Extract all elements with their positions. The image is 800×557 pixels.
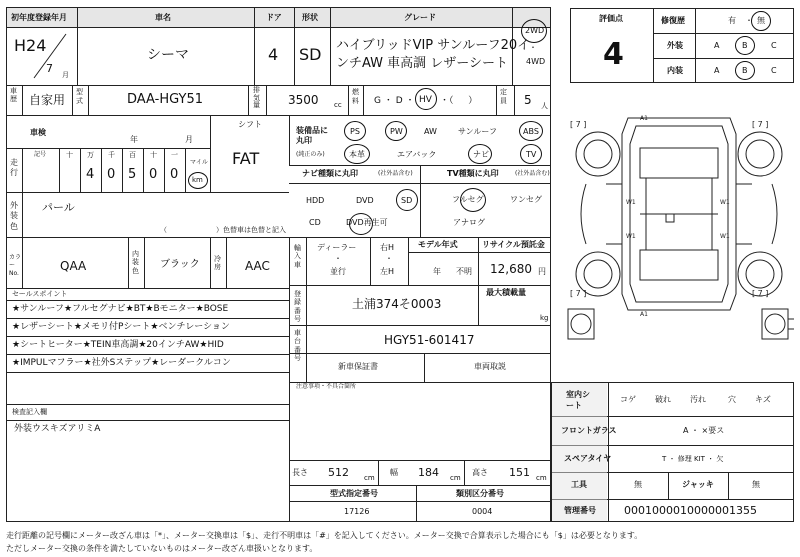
digit-5: 0 xyxy=(149,167,158,182)
length-unit: cm xyxy=(364,474,375,482)
equip-tv: TV xyxy=(526,150,537,159)
drive-4wd: 4WD xyxy=(526,57,546,66)
model-year: H24 xyxy=(14,36,47,55)
unit-3: 千 xyxy=(108,151,115,159)
nav-cd: CD xyxy=(309,218,321,227)
unit-2: 万 xyxy=(87,151,94,159)
tools-label: 工具 xyxy=(571,480,587,489)
sales-line-1: ★サンルーフ★フルセグナビ★BT★Bモニター★BOSE xyxy=(12,304,229,314)
class-no-label: 類別区分番号 xyxy=(456,489,504,498)
repair-no: 無 xyxy=(757,16,765,25)
height-label: 高さ xyxy=(472,468,488,477)
seat-stain: 汚れ xyxy=(690,395,706,404)
import-dot: ・ xyxy=(334,254,342,263)
doors: 4 xyxy=(268,45,279,64)
model-code: DAA-HGY51 xyxy=(127,92,204,107)
inspection-label: 車検 xyxy=(30,128,46,137)
model-month: 7 xyxy=(46,62,53,75)
type-no: 17126 xyxy=(344,507,370,516)
inspector-label: 検査記入欄 xyxy=(12,408,47,416)
svg-text:A1: A1 xyxy=(640,115,648,122)
grade-label: グレード xyxy=(404,13,436,22)
tv-analog: アナログ xyxy=(453,218,485,227)
drive-dot: ・ xyxy=(529,43,537,52)
length: 512 xyxy=(328,466,349,479)
max-load-label: 最大積載量 xyxy=(486,288,526,297)
interior-c: C xyxy=(771,66,777,75)
svg-text:[ 7 ]: [ 7 ] xyxy=(570,289,587,298)
registration: 土浦374そ0003 xyxy=(352,297,442,311)
inspector-text: 外装ウスキズアリミA xyxy=(14,424,101,434)
seat-hole: 穴 xyxy=(728,395,736,404)
jack: 無 xyxy=(752,480,760,489)
sales-line-3: ★シートヒーター★TEIN車高調★20インチAW★HID xyxy=(12,340,224,350)
exterior-b: B xyxy=(742,41,748,50)
import-dealer: ディーラー xyxy=(317,243,357,252)
glass: A ・ ×要ス xyxy=(683,426,725,435)
tire: T ・ 修理 KIT ・ 欠 xyxy=(662,455,724,463)
digit-6: 0 xyxy=(170,167,179,182)
equip-ps: PS xyxy=(350,127,360,136)
equip-navi: ナビ xyxy=(473,150,489,159)
equip-abs: ABS xyxy=(523,127,539,136)
car-manual: 車両取説 xyxy=(474,362,506,371)
drive-2wd: 2WD xyxy=(525,26,545,35)
tools: 無 xyxy=(634,480,642,489)
disp-label: 排気量 xyxy=(253,86,260,110)
right-h: 右H xyxy=(380,243,395,252)
equip-aw: AW xyxy=(424,127,437,136)
recycle-unit: 円 xyxy=(538,267,546,276)
repair-yes: 有 xyxy=(728,16,736,25)
usage: 自家用 xyxy=(29,93,66,107)
equip-sunroof: サンルーフ xyxy=(458,127,497,136)
svg-text:A1: A1 xyxy=(640,311,648,318)
height-unit: cm xyxy=(536,474,547,482)
equip-leather: 本革 xyxy=(349,150,365,159)
exterior-label: 外装 xyxy=(667,41,683,50)
nav-hdd: HDD xyxy=(306,196,325,205)
seat-label: 室内シート xyxy=(566,390,590,411)
chassis: HGY51-601417 xyxy=(384,333,475,347)
exterior-c: C xyxy=(771,41,777,50)
model-year-label: モデル年式 xyxy=(418,240,458,249)
door-label: ドア xyxy=(266,13,282,22)
mileage-digit-label: 記号 xyxy=(34,151,47,158)
left-h: 左H xyxy=(380,267,395,276)
tv-fullseg: フルセグ xyxy=(452,195,484,204)
digit-3: 0 xyxy=(107,167,116,182)
sales-label: セールスポイント xyxy=(12,290,68,298)
svg-text:W1: W1 xyxy=(626,233,636,240)
repair-label: 修復歴 xyxy=(661,16,685,25)
digit-2: 4 xyxy=(86,167,95,182)
sales-line-2: ★レザーシート★メモリ付Pシート★ベンチレーション xyxy=(12,322,230,332)
model-year-year: 年 xyxy=(433,267,441,276)
color-paren: （ ）色替車は色替と記入 xyxy=(160,226,286,234)
km-label: km xyxy=(192,176,203,184)
score: 4 xyxy=(603,37,624,72)
unit-6: 一 xyxy=(171,151,178,159)
car-damage-diagram xyxy=(556,104,800,374)
fuel-options: G ・ D ・ xyxy=(374,96,415,106)
repair-sep: ・ xyxy=(745,16,753,25)
sales-line-4: ★IMPULマフラー★社外Sステップ★レーダークルコン xyxy=(12,358,231,368)
digit-4: 5 xyxy=(128,167,137,182)
score-label: 評価点 xyxy=(599,14,623,23)
fuel-hv: HV xyxy=(419,95,432,105)
interior-color: ブラック xyxy=(160,259,200,270)
reg-year-label: 初年度登録年月 xyxy=(11,13,67,22)
max-load-unit: kg xyxy=(540,314,549,322)
handle-dot: ・ xyxy=(385,254,393,263)
exterior-a: A xyxy=(714,41,720,50)
glass-label: フロントガラス xyxy=(561,426,617,435)
notes-label: 注意事項・不具合箇所 xyxy=(296,383,357,390)
width-label: 幅 xyxy=(390,468,398,477)
interior-color-label: 内装色 xyxy=(132,250,139,275)
seat-scorch: コゲ xyxy=(620,395,636,404)
svg-text:W1: W1 xyxy=(720,199,730,206)
color-no: QAA xyxy=(60,259,87,273)
svg-text:[ 7 ]: [ 7 ] xyxy=(752,289,769,298)
svg-text:W1: W1 xyxy=(720,233,730,240)
inspection-month-unit: 月 xyxy=(185,135,193,144)
nav-dvd: DVD xyxy=(356,196,374,205)
shape: SD xyxy=(299,45,322,64)
mile-label: マイル xyxy=(190,159,208,166)
capacity-unit: 人 xyxy=(541,102,548,110)
shift-label: シフト xyxy=(238,120,262,129)
equip-pw: PW xyxy=(390,127,403,136)
svg-text:[ 7 ]: [ 7 ] xyxy=(570,120,587,129)
fuel-other: ・（ ） xyxy=(440,96,478,106)
grade-line2: ンチAW 車高調 レザーシート xyxy=(336,56,509,71)
interior-label: 内装 xyxy=(667,66,683,75)
import-parallel: 並行 xyxy=(330,267,346,276)
model-year-unknown: 不明 xyxy=(456,267,472,276)
new-car-guarantee: 新車保証書 xyxy=(338,362,378,371)
color-no-label: カラーNo. xyxy=(9,254,22,277)
import-label: 輸入車 xyxy=(294,244,301,269)
interior-b: B xyxy=(742,66,748,75)
grade-line1: ハイブリッドVIP サンルーフ20イ xyxy=(336,38,531,53)
tire-label: スペアタイヤ xyxy=(564,454,612,463)
displacement: 3500 xyxy=(288,93,319,107)
ac-label: 冷房 xyxy=(214,255,221,272)
svg-text:[ 7 ]: [ 7 ] xyxy=(752,120,769,129)
nav-type-sub: (社外品含む) xyxy=(378,170,413,177)
manage-label: 管理番号 xyxy=(564,506,596,515)
usage-label: 車歴 xyxy=(10,87,17,104)
equip-airbag: エアバック xyxy=(397,150,437,159)
chassis-label: 車台番号 xyxy=(294,329,301,363)
unit-4: 百 xyxy=(129,151,136,159)
equipment-label: 装備品に丸印 xyxy=(296,126,328,146)
class-no: 0004 xyxy=(472,507,493,516)
registration-label: 登録番号 xyxy=(294,290,301,324)
tv-type-label: TV種類に丸印 xyxy=(447,169,499,178)
nav-type-label: ナビ種類に丸印 xyxy=(302,169,358,178)
color-value: パール xyxy=(42,201,75,214)
svg-text:W1: W1 xyxy=(626,199,636,206)
manage: 0001000010000001355 xyxy=(624,504,757,517)
color-label: 外装色 xyxy=(10,201,18,231)
ac: AAC xyxy=(245,259,270,273)
interior-a: A xyxy=(714,66,720,75)
disp-unit: cc xyxy=(334,101,342,109)
unit-1: 十 xyxy=(66,151,73,159)
capacity-label: 定員 xyxy=(500,88,507,106)
car-name-label: 車名 xyxy=(155,13,171,22)
notes-box xyxy=(292,383,550,457)
nav-dvd-play: DVD再生可 xyxy=(346,218,388,227)
seat-scratch: キズ xyxy=(755,395,771,404)
seat-tear: 破れ xyxy=(655,395,671,404)
shift: FAT xyxy=(232,149,260,168)
equipment-sub: (純正のみ) xyxy=(296,151,325,158)
length-label: 長さ xyxy=(292,468,308,477)
unit-5: 十 xyxy=(150,151,157,159)
jack-label: ジャッキ xyxy=(682,480,714,489)
car-name: シーマ xyxy=(147,47,189,63)
tv-type-sub: (社外品含む) xyxy=(515,170,550,177)
inspection-year-unit: 年 xyxy=(130,135,138,144)
recycle: 12,680 xyxy=(490,262,532,276)
nav-sd: SD xyxy=(401,196,413,205)
type-label: 型式 xyxy=(76,88,83,106)
capacity: 5 xyxy=(524,93,532,107)
footer-line-2: ただしメーター交換の条件を満たしていないものはメーター改ざん車扱いとなります。 xyxy=(6,544,318,553)
height: 151 xyxy=(509,466,530,479)
recycle-label: リサイクル預託金 xyxy=(482,240,545,249)
fuel-label: 燃料 xyxy=(352,88,359,106)
model-month-unit: 月 xyxy=(62,71,69,79)
footer-line-1: 走行距離の記号欄にメーター改ざん車は「*」、メーター交換車は「$」、走行不明車は「#」を記入してください。メーター交換で合算表示した場合にも「$」は必要となります。 xyxy=(6,531,643,540)
tv-oneseg: ワンセグ xyxy=(510,195,542,204)
shape-label: 形状 xyxy=(302,13,318,22)
mileage-label: 走行 xyxy=(10,158,18,177)
type-no-label: 型式指定番号 xyxy=(330,489,378,498)
width-unit: cm xyxy=(450,474,461,482)
width: 184 xyxy=(418,466,439,479)
